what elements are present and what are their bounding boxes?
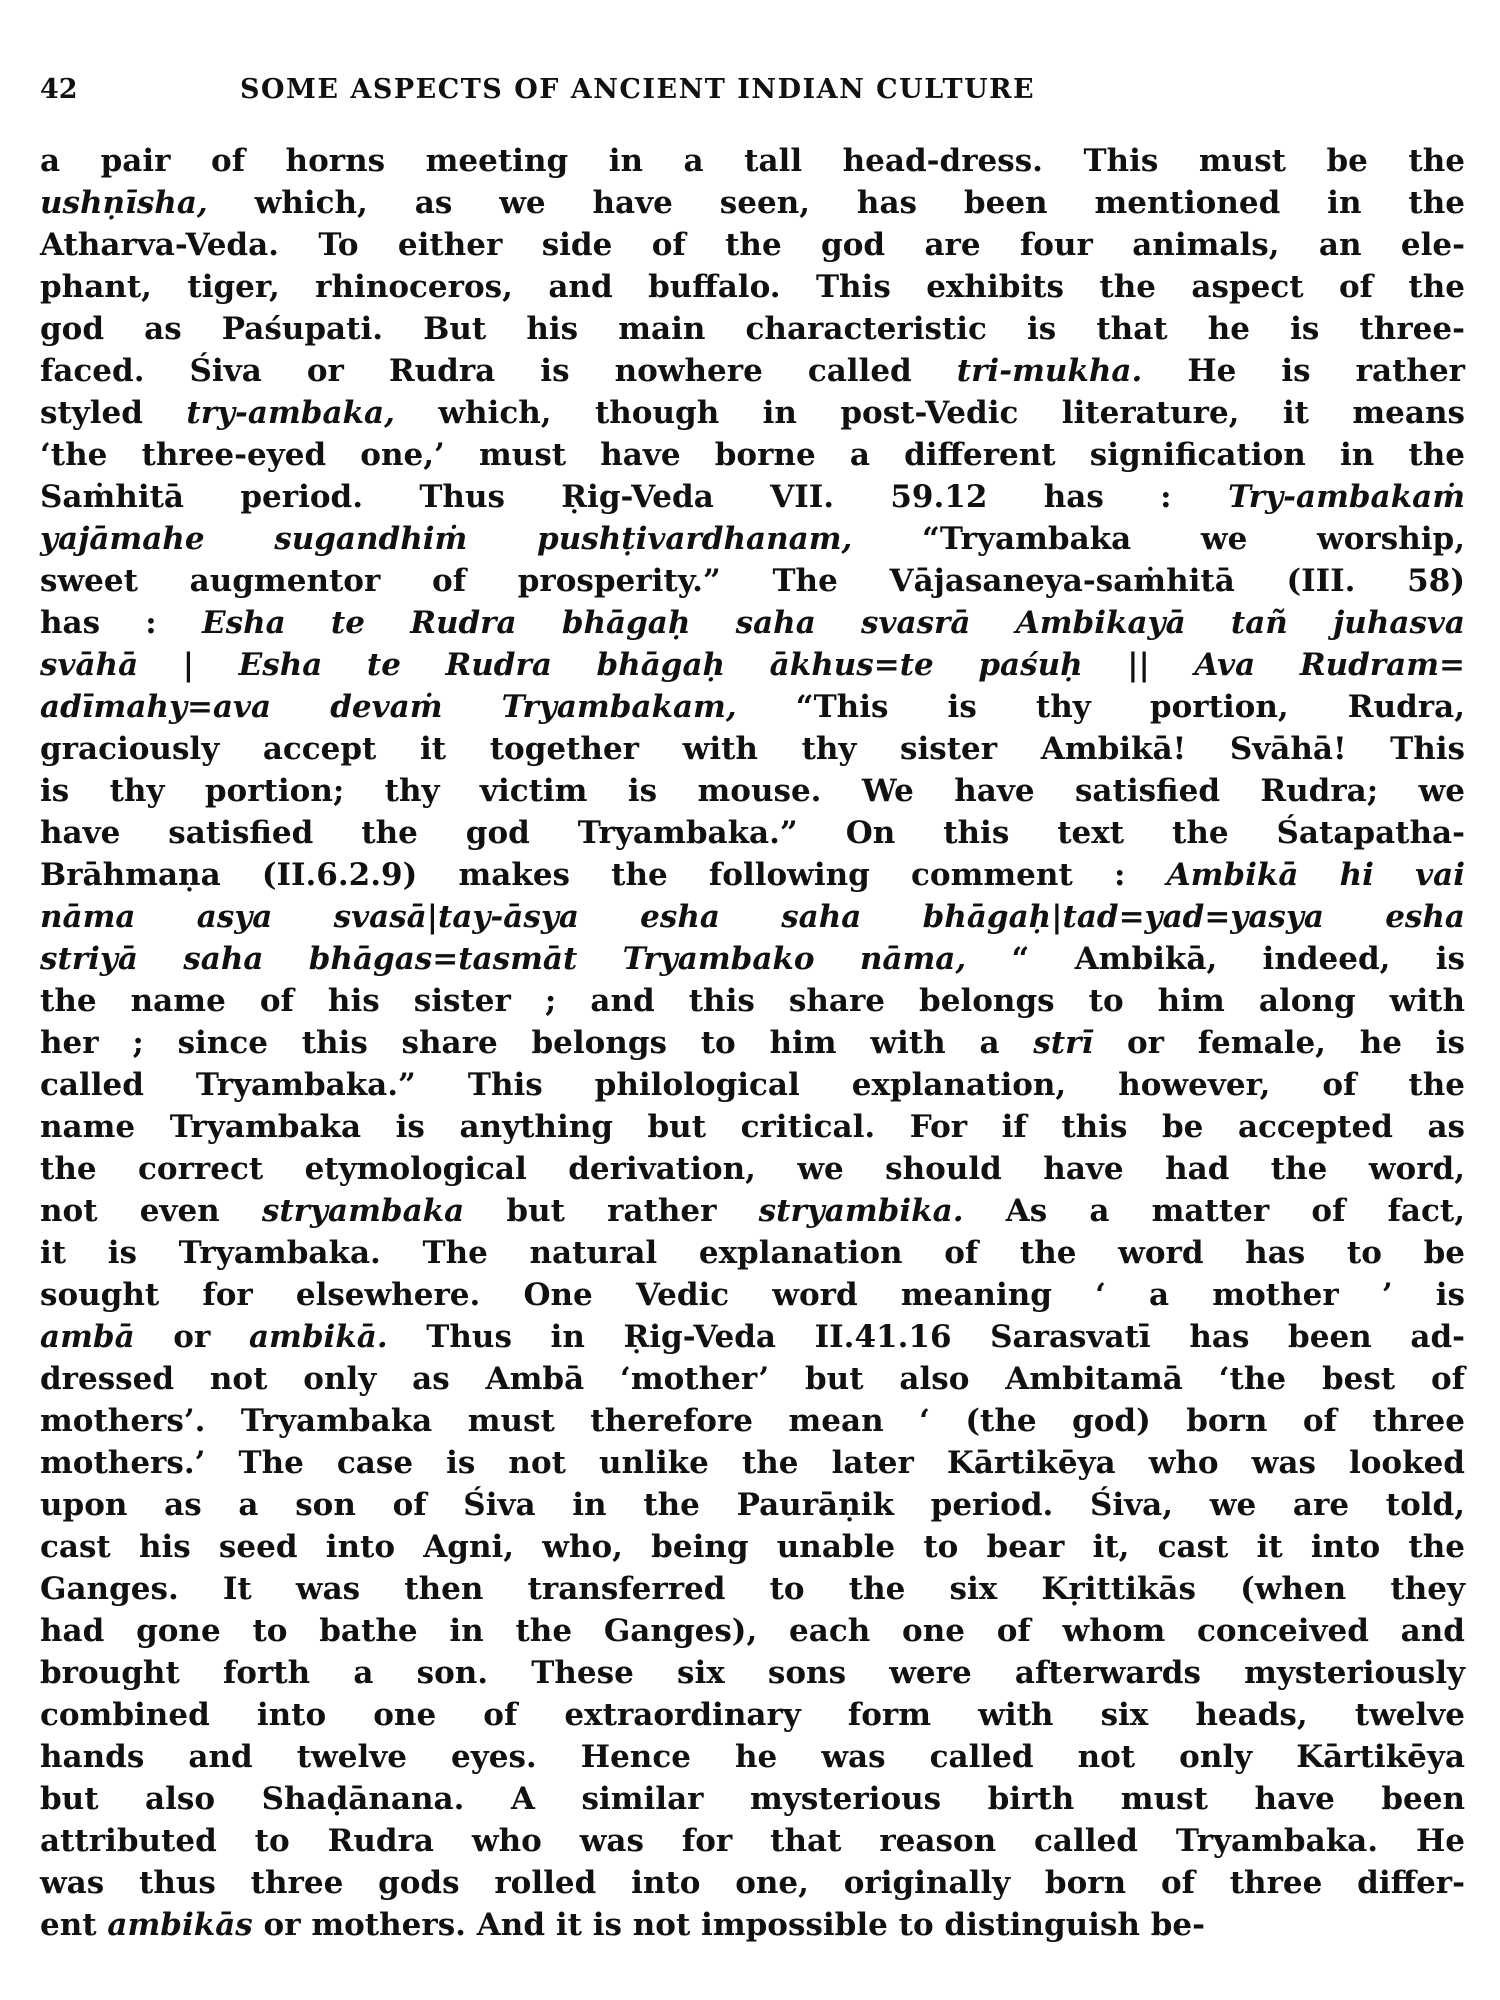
italic-run: stryambaka xyxy=(261,1193,465,1229)
text-line xyxy=(40,728,1465,770)
text-run: but also Shaḍānana. A similar mysterious birth must have been xyxy=(40,1781,1465,1817)
text-run: the name of his sister ; and this share belongs to him along with xyxy=(40,983,1465,1019)
text-line xyxy=(40,1862,1465,1904)
text-line xyxy=(40,644,1465,686)
text-run: or female, he is xyxy=(1093,1025,1465,1061)
text-line xyxy=(40,1904,1465,1946)
text-run: sweet augmentor of prosperity.” The Vājasaneya-saṁhitā (III. 58) xyxy=(40,563,1465,599)
text-run: ‘the three-eyed one,’ must have borne a different signification in the xyxy=(40,437,1465,473)
italic-run: try-ambaka, xyxy=(186,395,395,431)
text-run: upon as a son of Śiva in the Paurāṇik period. Śiva, we are told, xyxy=(40,1487,1465,1523)
text-line xyxy=(40,1064,1465,1106)
text-line xyxy=(40,434,1465,476)
text-run: has : xyxy=(40,605,202,641)
italic-run: ambikās xyxy=(107,1907,253,1943)
italic-run: ushṇīsha, xyxy=(40,185,208,221)
text-line xyxy=(40,518,1465,560)
text-run: “ Ambikā, indeed, is xyxy=(966,941,1465,977)
page-number: 42 xyxy=(40,74,78,105)
text-line xyxy=(40,1526,1465,1568)
text-line xyxy=(40,560,1465,602)
italic-run: nāma asya svasā|tay-āsya esha saha bhāgaḥ|tad=yad=yasya esha xyxy=(40,899,1465,935)
text-line xyxy=(40,476,1465,518)
text-line xyxy=(40,1316,1465,1358)
text-run: name Tryambaka is anything but critical. For if this be accepted as xyxy=(40,1109,1465,1145)
text-run: sought for elsewhere. One Vedic word meaning ‘ a mother ’ is xyxy=(40,1277,1465,1313)
italic-run: svāhā | Esha te Rudra bhāgaḥ ākhus=te paśuḥ || Ava Rudram= xyxy=(40,647,1465,683)
text-run: He is rather xyxy=(1142,353,1465,389)
text-run: attributed to Rudra who was for that reason called Tryambaka. He xyxy=(40,1823,1465,1859)
text-run: it is Tryambaka. The natural explanation of the word has to be xyxy=(40,1235,1465,1271)
text-line xyxy=(40,266,1465,308)
italic-run: stryambika. xyxy=(758,1193,964,1229)
text-line xyxy=(40,812,1465,854)
text-run: is thy portion; thy victim is mouse. We have satisfied Rudra; we xyxy=(40,773,1465,809)
text-line xyxy=(40,1232,1465,1274)
text-run: a pair of horns meeting in a tall head-dress. This must be the xyxy=(40,143,1465,179)
text-line xyxy=(40,1106,1465,1148)
body-text xyxy=(40,140,1465,1946)
text-line xyxy=(40,1022,1465,1064)
text-run: her ; since this share belongs to him with a xyxy=(40,1025,1034,1061)
text-line xyxy=(40,1274,1465,1316)
italic-run: Try-ambakaṁ xyxy=(1227,479,1465,515)
italic-run: tri-mukha. xyxy=(956,353,1143,389)
text-line xyxy=(40,896,1465,938)
text-run: was thus three gods rolled into one, originally born of three differ- xyxy=(40,1865,1465,1901)
text-run: which, though in post-Vedic literature, it means xyxy=(394,395,1465,431)
text-line xyxy=(40,1358,1465,1400)
text-line xyxy=(40,182,1465,224)
text-line xyxy=(40,224,1465,266)
text-run: cast his seed into Agni, who, being unable to bear it, cast it into the xyxy=(40,1529,1465,1565)
text-run: “This is thy portion, Rudra, xyxy=(736,689,1465,725)
text-line xyxy=(40,770,1465,812)
italic-run: Esha te Rudra bhāgaḥ saha svasrā Ambikayā tañ juhasva xyxy=(201,605,1465,641)
text-line xyxy=(40,854,1465,896)
text-run: faced. Śiva or Rudra is nowhere called xyxy=(40,353,957,389)
italic-run: yajāmahe sugandhiṁ pushṭivardhanam, xyxy=(40,521,853,557)
text-line xyxy=(40,392,1465,434)
text-line xyxy=(40,350,1465,392)
text-line xyxy=(40,1652,1465,1694)
text-line xyxy=(40,1694,1465,1736)
text-line xyxy=(40,1442,1465,1484)
text-run: but rather xyxy=(464,1193,759,1229)
text-run: had gone to bathe in the Ganges), each one of whom conceived and xyxy=(40,1613,1465,1649)
text-run: graciously accept it together with thy sister Ambikā! Svāhā! This xyxy=(40,731,1465,767)
text-run: the correct etymological derivation, we should have had the word, xyxy=(40,1151,1465,1187)
text-line xyxy=(40,1484,1465,1526)
text-line xyxy=(40,686,1465,728)
running-head xyxy=(40,70,1260,110)
text-run: Brāhmaṇa (II.6.2.9) makes the following comment : xyxy=(40,857,1167,893)
text-run: mothers’. Tryambaka must therefore mean ‘ (the god) born of three xyxy=(40,1403,1465,1439)
text-line xyxy=(40,1778,1465,1820)
text-line xyxy=(40,1568,1465,1610)
text-line xyxy=(40,938,1465,980)
text-run: ent xyxy=(40,1907,108,1943)
italic-run: strī xyxy=(1033,1025,1094,1061)
italic-run: ambikā. xyxy=(248,1319,388,1355)
italic-run: ambā xyxy=(40,1319,135,1355)
text-run: or mothers. And it is not impossible to distinguish be- xyxy=(252,1907,1206,1943)
text-run: combined into one of extraordinary form with six heads, twelve xyxy=(40,1697,1465,1733)
text-run: As a matter of fact, xyxy=(963,1193,1466,1229)
text-run: Atharva-Veda. To either side of the god are four animals, an ele- xyxy=(40,227,1465,263)
text-line xyxy=(40,1820,1465,1862)
text-run: styled xyxy=(40,395,187,431)
text-run: Thus in Ṛig-Veda II.41.16 Sarasvatī has been ad- xyxy=(387,1319,1465,1355)
text-line xyxy=(40,1736,1465,1778)
text-line xyxy=(40,308,1465,350)
text-run: phant, tiger, rhinoceros, and buffalo. This exhibits the aspect of the xyxy=(40,269,1465,305)
text-line xyxy=(40,1400,1465,1442)
text-run: have satisfied the god Tryambaka.” On this text the Śatapatha- xyxy=(40,815,1465,851)
text-run: dressed not only as Ambā ‘mother’ but also Ambitamā ‘the best of xyxy=(40,1361,1465,1397)
text-run: Saṁhitā period. Thus Ṛig-Veda VII. 59.12 has : xyxy=(40,479,1228,515)
text-run: not even xyxy=(40,1193,262,1229)
italic-run: adīmahy=ava devaṁ Tryambakam, xyxy=(40,689,737,725)
text-run: mothers.’ The case is not unlike the later Kārtikēya who was looked xyxy=(40,1445,1465,1481)
italic-run: striyā saha bhāgas=tasmāt Tryambako nāma, xyxy=(40,941,967,977)
text-run: “Tryambaka we worship, xyxy=(852,521,1465,557)
running-title: SOME ASPECTS OF ANCIENT INDIAN CULTURE xyxy=(240,74,1036,105)
text-line xyxy=(40,1610,1465,1652)
italic-run: Ambikā hi vai xyxy=(1166,857,1465,893)
text-line xyxy=(40,140,1465,182)
text-run: brought forth a son. These six sons were afterwards mysteriously xyxy=(40,1655,1465,1691)
text-run: Ganges. It was then transferred to the six Kṛittikās (when they xyxy=(40,1571,1465,1607)
text-line xyxy=(40,1190,1465,1232)
text-line xyxy=(40,1148,1465,1190)
text-run: or xyxy=(134,1319,249,1355)
text-run: god as Paśupati. But his main characteristic is that he is three- xyxy=(40,311,1465,347)
text-run: called Tryambaka.” This philological explanation, however, of the xyxy=(40,1067,1465,1103)
text-run: which, as we have seen, has been mentioned in the xyxy=(207,185,1465,221)
text-line xyxy=(40,602,1465,644)
text-run: hands and twelve eyes. Hence he was called not only Kārtikēya xyxy=(40,1739,1465,1775)
text-line xyxy=(40,980,1465,1022)
